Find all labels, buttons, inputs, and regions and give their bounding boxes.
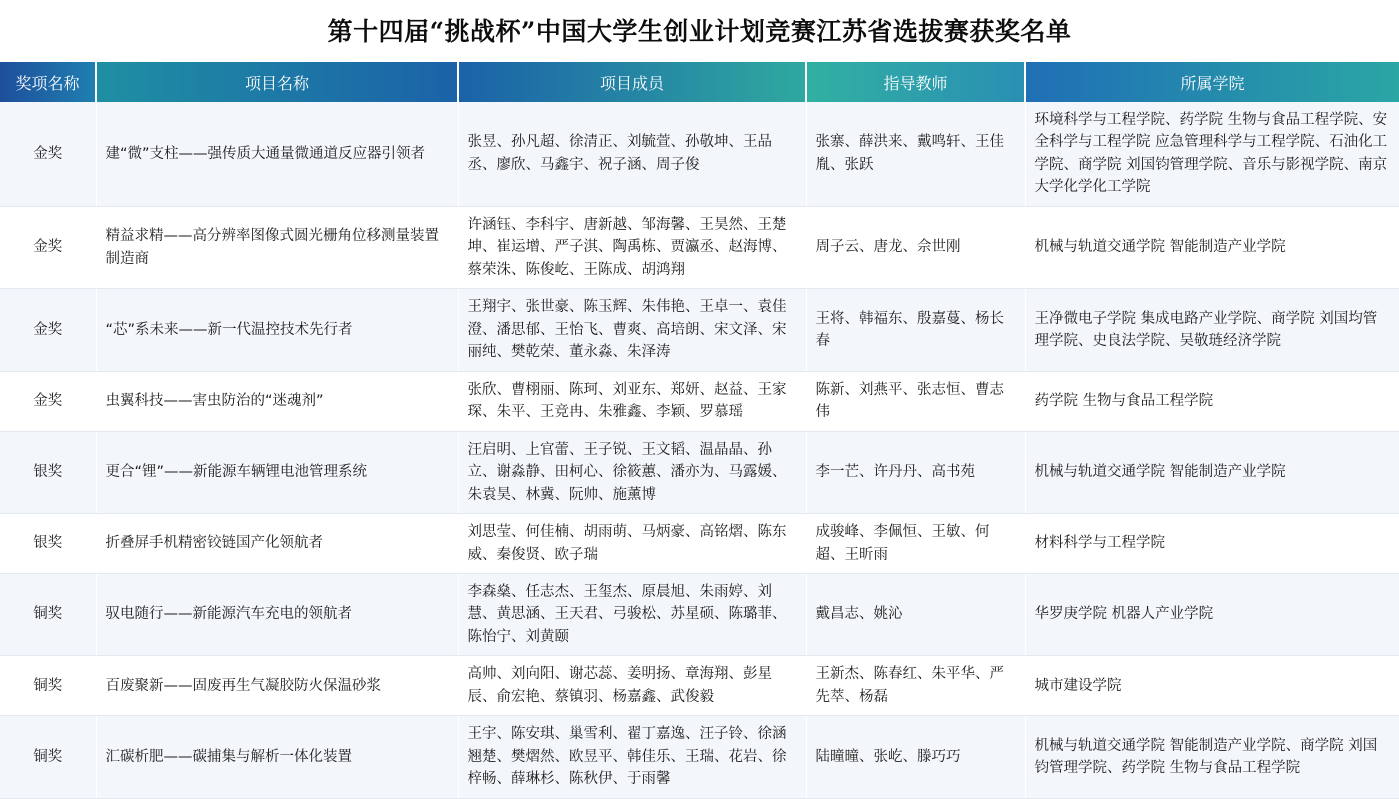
award-table [0, 62, 1399, 799]
cell-project: 建“微”支柱——强传质大通量微通道反应器引领者 [96, 102, 458, 206]
cell-award: 银奖 [0, 431, 96, 513]
cell-project: “芯”系未来——新一代温控技术先行者 [96, 289, 458, 371]
column-header-award: 奖项名称 [0, 62, 96, 102]
cell-project: 精益求精——高分辨率图像式圆光栅角位移测量装置制造商 [96, 206, 458, 288]
table-body [0, 102, 1399, 798]
table-container [0, 62, 1399, 799]
cell-project: 折叠屏手机精密铰链国产化领航者 [96, 514, 458, 574]
cell-college: 药学院 生物与食品工程学院 [1025, 371, 1399, 431]
cell-teachers: 李一芒、许丹丹、高书苑 [806, 431, 1025, 513]
cell-award: 银奖 [0, 514, 96, 574]
cell-members: 王翔宇、张世豪、陈玉辉、朱伟艳、王卓一、袁佳澄、潘思郁、王怡飞、曹爽、高培朗、宋文泽、宋丽纯、樊乾荣、董永淼、朱泽涛 [458, 289, 806, 371]
table-row [0, 102, 1399, 206]
cell-award: 金奖 [0, 371, 96, 431]
cell-members: 张欣、曹栩丽、陈珂、刘亚东、郑妍、赵益、王家琛、朱平、王竞冉、朱雅鑫、李颖、罗慕瑶 [458, 371, 806, 431]
cell-college: 机械与轨道交通学院 智能制造产业学院、商学院 刘国钧管理学院、药学院 生物与食品工程学院 [1025, 716, 1399, 798]
cell-members: 许涵钰、李科宇、唐新越、邹海馨、王昊然、王楚坤、崔运增、严子淇、陶禹栋、贾瀛丞、赵海博、蔡荣洙、陈俊屹、王陈成、胡鸿翔 [458, 206, 806, 288]
cell-teachers: 王新杰、陈春红、朱平华、严先萃、杨磊 [806, 656, 1025, 716]
column-header-members: 项目成员 [458, 62, 806, 102]
cell-teachers: 陈新、刘燕平、张志恒、曹志伟 [806, 371, 1025, 431]
table-row [0, 656, 1399, 716]
column-header-project: 项目名称 [96, 62, 458, 102]
table-header [0, 62, 1399, 102]
cell-teachers: 成骏峰、李佩恒、王敏、何超、王昕雨 [806, 514, 1025, 574]
page-title: 第十四届“挑战杯”中国大学生创业计划竞赛江苏省选拔赛获奖名单 [327, 17, 1072, 46]
cell-college: 机械与轨道交通学院 智能制造产业学院 [1025, 431, 1399, 513]
cell-members: 李森燊、任志杰、王玺杰、原晨旭、朱雨婷、刘慧、黄思涵、王天君、弓骏松、苏星硕、陈璐菲、陈怡宁、刘黄颐 [458, 573, 806, 655]
cell-college: 城市建设学院 [1025, 656, 1399, 716]
cell-teachers: 王将、韩福东、殷嘉蔓、杨长春 [806, 289, 1025, 371]
cell-award: 铜奖 [0, 716, 96, 798]
column-header-college: 所属学院 [1025, 62, 1399, 102]
column-header-teachers: 指导教师 [806, 62, 1025, 102]
table-row [0, 716, 1399, 798]
cell-award: 金奖 [0, 102, 96, 206]
table-row [0, 431, 1399, 513]
cell-teachers: 戴昌志、姚沁 [806, 573, 1025, 655]
header-row [0, 62, 1399, 102]
cell-college: 王净微电子学院 集成电路产业学院、商学院 刘国均管理学院、史良法学院、吴敬琏经济学院 [1025, 289, 1399, 371]
cell-members: 汪启明、上官蕾、王子锐、王文韬、温晶晶、孙立、谢淼静、田柯心、徐筱蕙、潘亦为、马露媛、朱袁昊、林冀、阮帅、施薰博 [458, 431, 806, 513]
table-row [0, 514, 1399, 574]
cell-members: 张昱、孙凡超、徐清正、刘毓萱、孙敬坤、王品丞、廖欣、马鑫宇、祝子涵、周子俊 [458, 102, 806, 206]
cell-college: 环境科学与工程学院、药学院 生物与食品工程学院、安全科学与工程学院 应急管理科学与工程学院、石油化工学院、商学院 刘国钧管理学院、音乐与影视学院、南京大学化学化工学院 [1025, 102, 1399, 206]
cell-project: 更合“锂”——新能源车辆锂电池管理系统 [96, 431, 458, 513]
cell-project: 百废聚新——固废再生气凝胶防火保温砂浆 [96, 656, 458, 716]
cell-teachers: 张寨、薛洪来、戴鸣轩、王佳胤、张跃 [806, 102, 1025, 206]
cell-college: 机械与轨道交通学院 智能制造产业学院 [1025, 206, 1399, 288]
cell-project: 驭电随行——新能源汽车充电的领航者 [96, 573, 458, 655]
cell-college: 华罗庚学院 机器人产业学院 [1025, 573, 1399, 655]
table-row [0, 206, 1399, 288]
cell-project: 虫翼科技——害虫防治的“迷魂剂” [96, 371, 458, 431]
cell-members: 刘思莹、何佳楠、胡雨萌、马炳豪、高铭熠、陈东威、秦俊贤、欧子瑞 [458, 514, 806, 574]
cell-award: 金奖 [0, 289, 96, 371]
table-row [0, 573, 1399, 655]
cell-award: 金奖 [0, 206, 96, 288]
cell-project: 汇碳析肥——碳捕集与解析一体化装置 [96, 716, 458, 798]
table-row [0, 371, 1399, 431]
cell-college: 材料科学与工程学院 [1025, 514, 1399, 574]
cell-teachers: 陆曈曈、张屹、滕巧巧 [806, 716, 1025, 798]
cell-award: 铜奖 [0, 573, 96, 655]
cell-members: 高帅、刘向阳、谢芯蕊、姜明扬、章海翔、彭星辰、俞宏艳、蔡镇羽、杨嘉鑫、武俊毅 [458, 656, 806, 716]
cell-award: 铜奖 [0, 656, 96, 716]
cell-teachers: 周子云、唐龙、佘世刚 [806, 206, 1025, 288]
cell-members: 王宇、陈安琪、巢雪利、翟丁嘉逸、汪子铃、徐涵翘楚、樊熠然、欧昱平、韩佳乐、王瑞、花岩、徐梓畅、薛琳杉、陈秋伊、于雨馨 [458, 716, 806, 798]
table-row [0, 289, 1399, 371]
